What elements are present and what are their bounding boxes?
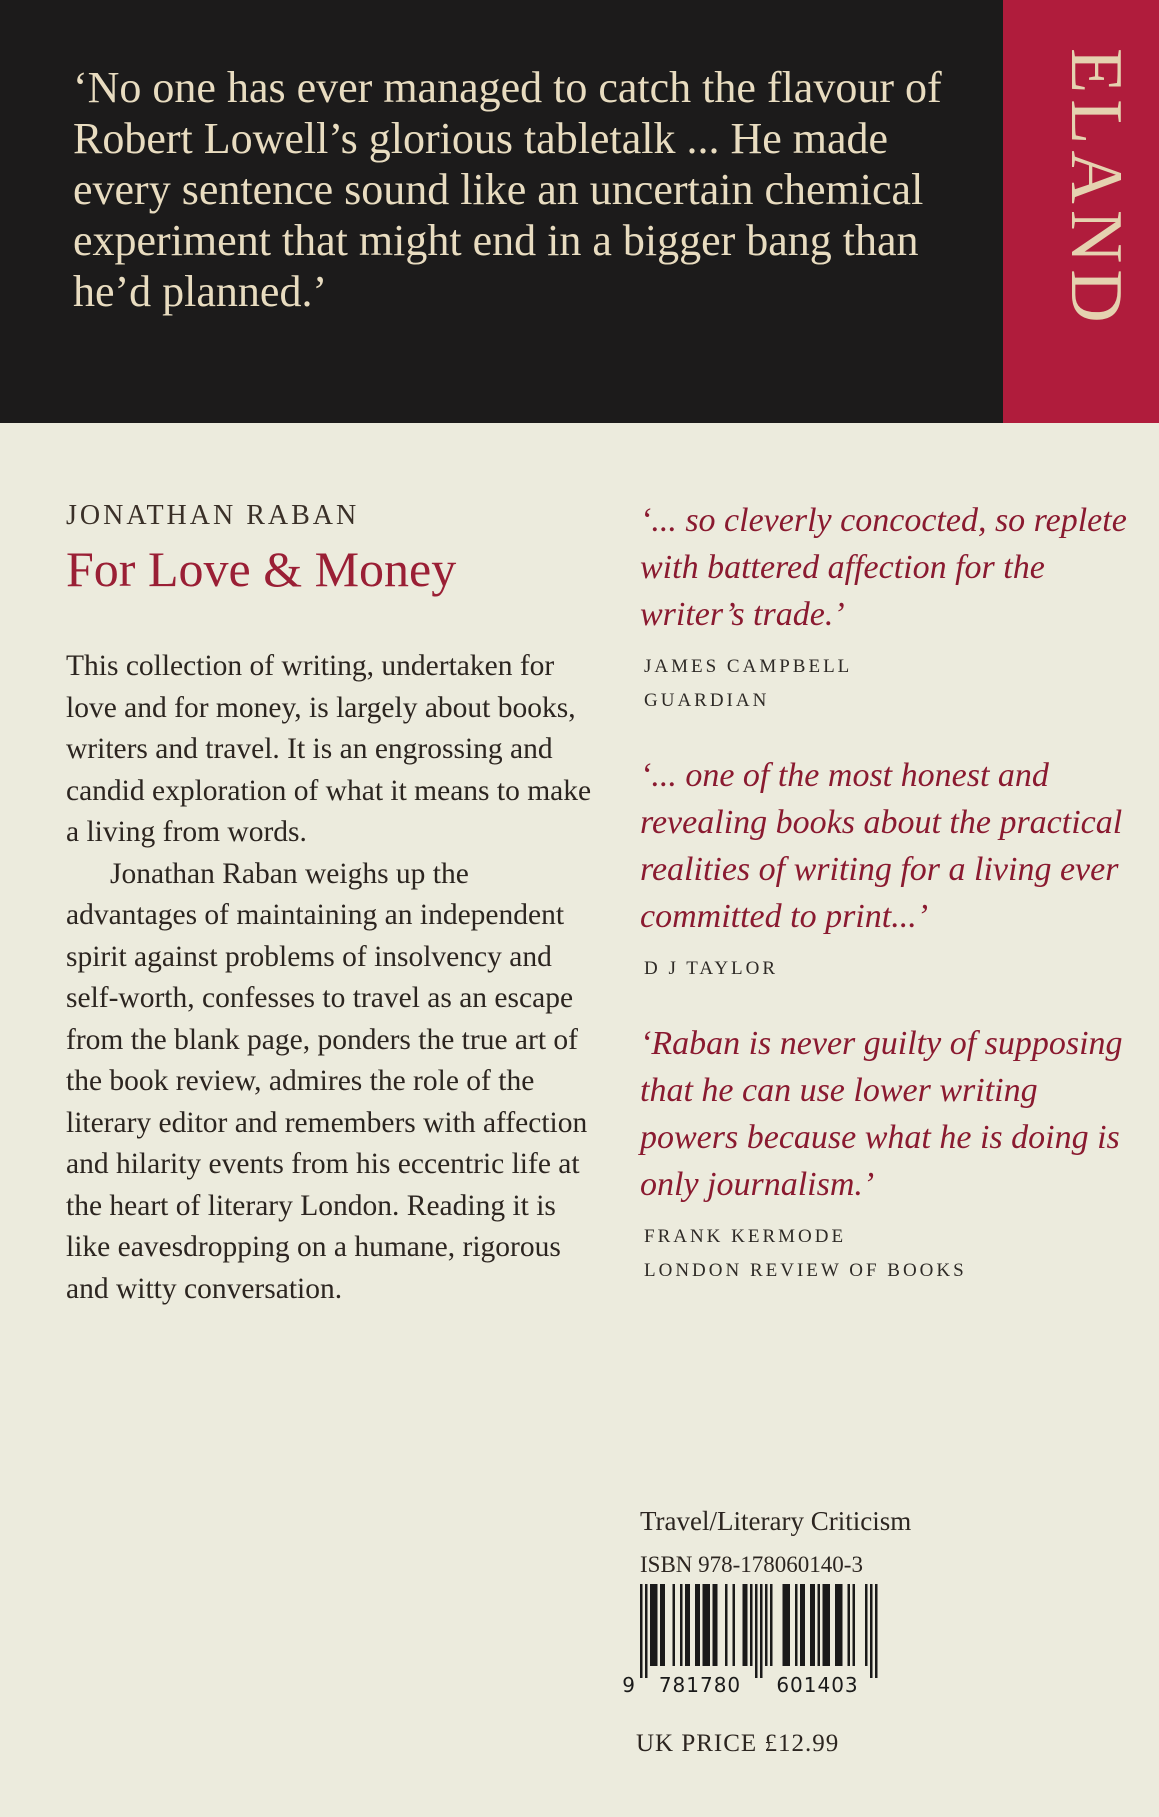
- barcode-bar: [875, 1584, 878, 1678]
- reviewer-attribution: [644, 650, 1140, 718]
- barcode-bar: [770, 1584, 773, 1666]
- barcode-bar: [653, 1584, 656, 1666]
- barcode-bar: [828, 1584, 831, 1666]
- barcode-bar: [853, 1584, 856, 1666]
- reviewer-name: D J TAYLOR: [644, 958, 779, 979]
- barcode-bar: [705, 1584, 708, 1666]
- barcode-bar: [803, 1584, 806, 1666]
- blurb-paragraph: Jonathan Raban weighs up the advantages of maintaining an independent spirit against problems of insolvency and self-worth, confesses to travel as an escape from the blank page, ponders the true art of the book review, admires the role of the literary editor and remembers with affection and hilarity events from his eccentric life at the heart of literary London. Reading it is like eavesdropping on a humane, rigorous and witty conversation.: [66, 857, 588, 1305]
- barcode-bar: [813, 1584, 816, 1666]
- top-quote-band: [0, 0, 1003, 423]
- barcode-bar: [848, 1584, 851, 1666]
- barcode-bar: [660, 1584, 663, 1666]
- reviewer-attribution: [644, 1220, 1140, 1288]
- barcode-bar: [825, 1584, 828, 1666]
- review: [640, 1020, 1140, 1288]
- barcode-bar: [655, 1584, 658, 1666]
- barcode-bar: [713, 1584, 716, 1666]
- review-quote: ‘... so cleverly concocted, so replete with battered affection for the writer’s trade.’: [640, 502, 1127, 633]
- reviewer-attribution: [644, 952, 1140, 986]
- barcode-bar: [645, 1584, 648, 1678]
- book-description: [66, 500, 606, 1310]
- barcode-bar: [695, 1584, 698, 1666]
- barcode-bar: [865, 1584, 868, 1666]
- barcode-bar: [765, 1584, 768, 1666]
- barcode-bar: [703, 1584, 706, 1666]
- barcode-bar: [835, 1584, 838, 1666]
- review-quote: ‘... one of the most honest and revealing books about the practical realities of writing for a living ever committed to print...’: [640, 757, 1123, 935]
- barcode-digits: 601403: [776, 1673, 859, 1697]
- reviewer-publication: GUARDIAN: [644, 690, 770, 711]
- isbn-label: ISBN 978-178060140-3: [640, 1552, 863, 1577]
- barcode-bar: [663, 1584, 666, 1666]
- book-category: Travel/Literary Criticism: [640, 1506, 912, 1536]
- barcode-bar: [673, 1584, 676, 1666]
- barcode-bar: [785, 1584, 788, 1666]
- reviews-column: [640, 497, 1140, 1288]
- barcode-bar: [800, 1584, 803, 1666]
- barcode-bar: [823, 1584, 826, 1666]
- reviewer-publication: LONDON REVIEW OF BOOKS: [644, 1260, 967, 1281]
- barcode-bar: [745, 1584, 748, 1666]
- barcode-bar: [870, 1584, 873, 1678]
- barcode-bar: [810, 1584, 813, 1666]
- barcode-bar: [708, 1584, 711, 1666]
- blurb-paragraph: This collection of writing, undertaken for love and for money, is largely about books, writers and travel. It is an engrossing and candid exploration of what it means to make a living from words.: [66, 650, 592, 848]
- barcode-bar: [685, 1584, 688, 1666]
- barcode-bar: [733, 1584, 736, 1666]
- barcode-bar: [783, 1584, 786, 1666]
- barcode-bar: [680, 1584, 683, 1666]
- barcode-bar: [755, 1584, 758, 1678]
- price-label: UK PRICE £12.99: [636, 1730, 840, 1757]
- barcode-bar: [688, 1584, 691, 1666]
- barcode-bar: [838, 1584, 841, 1666]
- barcode-bar: [795, 1584, 798, 1666]
- barcode-bar: [750, 1584, 753, 1666]
- featured-quote: ‘No one has ever managed to catch the flavour of Robert Lowell’s glorious tabletalk ... He made every sentence sound like an uncertain chemical experiment that might end in a bigger bang than he’d planned.’: [73, 63, 942, 316]
- book-title: For Love & Money: [66, 541, 457, 597]
- reviewer-name: FRANK KERMODE: [644, 1226, 847, 1247]
- review: [640, 497, 1140, 718]
- publisher-band: [1003, 0, 1159, 423]
- review: [640, 752, 1140, 986]
- barcode: [618, 1580, 888, 1700]
- barcode-bar: [715, 1584, 718, 1666]
- barcode-bar: [640, 1584, 643, 1678]
- barcode-digits: 781780: [658, 1673, 742, 1697]
- barcode-bar: [725, 1584, 728, 1666]
- barcode-bar: [840, 1584, 843, 1666]
- reviewer-name: JAMES CAMPBELL: [644, 656, 853, 677]
- barcode-bar: [760, 1584, 763, 1678]
- barcode-bar: [788, 1584, 791, 1666]
- barcode-bar: [743, 1584, 746, 1666]
- barcode-bar: [698, 1584, 701, 1666]
- publisher-logo: ELAND: [1055, 48, 1137, 329]
- barcode-bar: [650, 1584, 653, 1666]
- barcode-digits: 9: [622, 1673, 636, 1697]
- review-quote: ‘Raban is never guilty of supposing that he can use lower writing powers because what he is doing is only journalism.’: [640, 1025, 1123, 1203]
- barcode-bar: [818, 1584, 821, 1666]
- author-name: JONATHAN RABAN: [66, 500, 360, 531]
